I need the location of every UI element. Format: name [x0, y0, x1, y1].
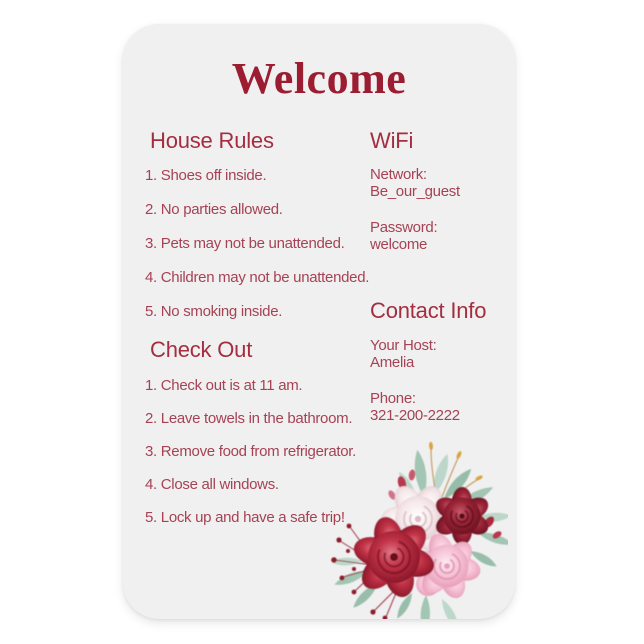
welcome-card [123, 24, 515, 619]
card-title: Welcome [231, 54, 407, 103]
wifi-password [370, 219, 512, 253]
bouquet-art [331, 442, 508, 619]
wifi-heading: WiFi [370, 128, 414, 153]
host-value: Amelia [370, 354, 415, 371]
berries-bottom [370, 609, 387, 619]
wifi-password-label: Password: [370, 219, 438, 236]
wifi-password-value: welcome [370, 236, 428, 253]
check-out-item: 1. Check out is at 11 am. [145, 377, 303, 394]
house-rule-item: 2. No parties allowed. [145, 201, 283, 218]
floral-bouquet-image [328, 423, 508, 619]
check-out-item: 2. Leave towels in the bathroom. [145, 410, 353, 427]
check-out-heading: Check Out [150, 337, 253, 362]
check-out-item: 3. Remove food from refrigerator. [145, 443, 357, 460]
check-out-item: 5. Lock up and have a safe trip! [145, 509, 345, 526]
right-column [370, 128, 512, 443]
wifi-network [370, 166, 512, 200]
phone-label: Phone: [370, 390, 416, 407]
house-rule-item: 4. Children may not be unattended. [145, 269, 370, 286]
host-label: Your Host: [370, 337, 437, 354]
house-rules-list [145, 167, 385, 321]
house-rule-item: 1. Shoes off inside. [145, 167, 267, 184]
house-rule-item: 5. No smoking inside. [145, 303, 283, 320]
house-rules-heading: House Rules [150, 128, 274, 153]
contact-info-heading: Contact Info [370, 298, 487, 323]
house-rule-item: 3. Pets may not be unattended. [145, 235, 345, 252]
wifi-network-label: Network: [370, 166, 427, 183]
host-info [370, 337, 512, 371]
wifi-network-value: Be_our_guest [370, 183, 460, 200]
phone-info [370, 390, 512, 424]
berry-sprig-bottom [374, 591, 396, 617]
check-out-item: 4. Close all windows. [145, 476, 279, 493]
phone-value: 321-200-2222 [370, 407, 460, 424]
